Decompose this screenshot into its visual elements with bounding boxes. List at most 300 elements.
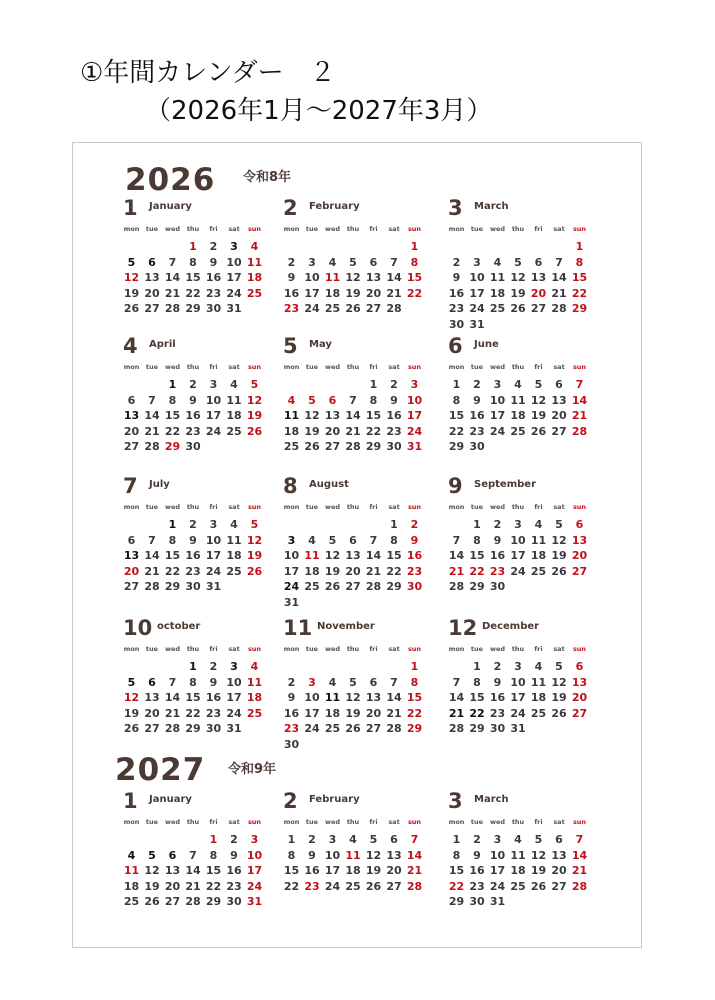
day-cell: 19 (551, 691, 567, 705)
day-cell: 7 (349, 393, 357, 407)
weekday-fri: fri (209, 363, 218, 371)
day-cell: 30 (226, 895, 242, 909)
month-name: December (482, 621, 540, 632)
day-cell: 28 (144, 580, 160, 594)
day-cell: 18 (530, 549, 547, 563)
day-cell: 12 (123, 691, 140, 705)
day-cell: 1 (168, 518, 177, 531)
day-cell: 16 (469, 409, 485, 423)
day-cell: 24 (226, 706, 242, 720)
weekday-sun: sun (407, 363, 422, 371)
day-cell: 1 (369, 378, 378, 391)
day-cell: 24 (283, 580, 300, 594)
weekday-fri: fri (534, 503, 543, 511)
day-cell: 9 (287, 271, 296, 285)
day-cell: 24 (304, 722, 320, 736)
day-cell: 17 (205, 409, 222, 423)
day-cell: 23 (489, 564, 506, 578)
day-cell: 23 (304, 879, 320, 893)
weekday-sun: sun (247, 818, 262, 826)
day-cell: 11 (123, 864, 140, 878)
day-cell: 4 (127, 848, 136, 862)
day-cell: 23 (205, 706, 222, 720)
day-cell: 14 (386, 691, 402, 705)
day-cell: 25 (226, 564, 242, 578)
day-cell: 31 (469, 318, 485, 331)
day-cell: 29 (164, 580, 181, 594)
day-cell: 25 (304, 580, 320, 594)
weekday-sat: sat (553, 503, 565, 511)
day-cell: 26 (345, 722, 361, 736)
month-name: March (474, 794, 509, 805)
weekday-sat: sat (388, 225, 400, 233)
day-cell: 26 (123, 302, 140, 316)
day-cell: 11 (246, 255, 263, 269)
weekday-thu: thu (346, 363, 360, 371)
day-cell: 9 (473, 848, 481, 862)
day-cell: 19 (530, 864, 547, 878)
day-cell: 4 (308, 533, 316, 547)
day-cell: 16 (386, 409, 402, 423)
day-cell: 7 (575, 833, 584, 846)
day-cell: 26 (530, 879, 547, 893)
day-cell: 7 (410, 833, 419, 846)
day-cell: 19 (365, 864, 382, 878)
day-cell: 19 (551, 549, 567, 563)
day-cell: 15 (283, 864, 300, 878)
day-cell: 18 (123, 879, 140, 893)
weekday-tue: tue (470, 645, 484, 653)
day-cell: 20 (345, 564, 361, 578)
day-cell: 6 (555, 833, 563, 846)
month-number: 4 (123, 334, 138, 358)
day-cell: 1 (390, 518, 398, 531)
day-cell: 15 (365, 409, 382, 423)
weekday-sun: sun (407, 503, 422, 511)
day-cell: 10 (406, 393, 423, 407)
day-cell: 17 (489, 864, 506, 878)
day-cell: 3 (308, 675, 316, 689)
month-name: February (309, 794, 360, 805)
day-cell: 18 (530, 691, 547, 705)
day-cell: 20 (571, 549, 588, 563)
weekday-mon: mon (123, 363, 140, 371)
day-cell: 25 (510, 879, 526, 893)
day-cell: 28 (185, 895, 201, 909)
day-cell: 12 (324, 549, 341, 563)
day-cell: 20 (324, 424, 341, 438)
day-cell: 10 (304, 691, 320, 705)
day-cell: 4 (349, 833, 357, 846)
month-name: February (309, 201, 360, 212)
day-cell: 5 (514, 255, 522, 269)
day-cell: 23 (205, 286, 222, 300)
day-cell: 21 (551, 286, 567, 300)
day-cell: 19 (144, 879, 160, 893)
day-cell: 7 (168, 255, 177, 269)
day-cell: 27 (571, 564, 588, 578)
day-cell: 8 (452, 848, 461, 862)
weekday-mon: mon (448, 225, 465, 233)
day-cell: 28 (164, 302, 181, 316)
day-cell: 21 (345, 424, 361, 438)
calendar-sheet (72, 142, 642, 948)
weekday-fri: fri (534, 645, 543, 653)
day-cell: 18 (283, 424, 300, 438)
day-cell: 26 (324, 580, 341, 594)
day-cell: 4 (328, 255, 337, 269)
day-cell: 24 (489, 879, 506, 893)
day-cell: 13 (551, 393, 567, 407)
weekday-thu: thu (511, 503, 525, 511)
day-cell: 17 (246, 864, 263, 878)
weekday-sun: sun (407, 645, 422, 653)
day-cell: 1 (410, 660, 419, 673)
day-cell: 11 (226, 393, 242, 407)
day-cell: 21 (448, 564, 465, 578)
day-cell: 7 (168, 675, 177, 689)
day-cell: 9 (209, 675, 218, 689)
month-number: 6 (448, 334, 463, 358)
day-cell: 17 (510, 691, 526, 705)
day-cell: 28 (448, 580, 465, 594)
month-number: 3 (448, 789, 463, 813)
day-cell: 12 (345, 691, 361, 705)
day-cell: 9 (209, 255, 218, 269)
day-cell: 28 (571, 879, 588, 893)
weekday-thu: thu (186, 645, 200, 653)
day-cell: 8 (287, 848, 296, 862)
weekday-tue: tue (145, 818, 159, 826)
day-cell: 2 (473, 833, 481, 846)
day-cell: 18 (226, 549, 242, 563)
day-cell: 4 (514, 378, 522, 391)
day-cell: 11 (226, 533, 242, 547)
day-cell: 29 (386, 580, 402, 594)
day-cell: 22 (406, 286, 423, 300)
day-cell: 13 (386, 848, 402, 862)
day-cell: 18 (489, 286, 506, 300)
weekday-fri: fri (534, 818, 543, 826)
weekday-sun: sun (407, 225, 422, 233)
day-cell: 29 (365, 440, 382, 454)
day-cell: 10 (246, 848, 263, 862)
day-cell: 2 (287, 255, 296, 269)
day-cell: 11 (324, 691, 341, 705)
day-cell: 20 (551, 409, 567, 423)
day-cell: 24 (246, 879, 263, 893)
day-cell: 3 (209, 518, 218, 531)
day-cell: 22 (469, 564, 485, 578)
day-cell: 20 (123, 564, 140, 578)
day-cell: 26 (304, 440, 320, 454)
day-cell: 7 (390, 255, 398, 269)
weekday-sun: sun (247, 225, 262, 233)
day-cell: 28 (386, 302, 402, 316)
day-cell: 31 (510, 722, 526, 736)
weekday-sun: sun (247, 503, 262, 511)
day-cell: 12 (530, 393, 547, 407)
month-number: 5 (283, 334, 298, 358)
weekday-thu: thu (511, 645, 525, 653)
day-cell: 16 (205, 271, 222, 285)
day-cell: 28 (448, 722, 465, 736)
day-cell: 12 (246, 393, 263, 407)
day-cell: 29 (469, 722, 485, 736)
weekday-mon: mon (283, 818, 300, 826)
day-cell: 6 (575, 518, 584, 531)
weekday-tue: tue (305, 818, 319, 826)
day-cell: 10 (205, 393, 222, 407)
day-cell: 23 (283, 722, 300, 736)
day-cell: 7 (575, 378, 584, 391)
day-cell: 8 (369, 393, 378, 407)
weekday-sun: sun (572, 503, 587, 511)
day-cell: 23 (283, 302, 300, 316)
weekday-thu: thu (186, 363, 200, 371)
day-cell: 18 (324, 286, 341, 300)
day-cell: 23 (226, 879, 242, 893)
weekday-wed: wed (489, 503, 506, 511)
month-name: May (309, 339, 332, 350)
weekday-thu: thu (511, 818, 525, 826)
day-cell: 30 (205, 302, 222, 316)
day-cell: 31 (489, 895, 506, 909)
day-cell: 10 (469, 271, 485, 285)
day-cell: 23 (185, 564, 201, 578)
day-cell: 15 (185, 271, 201, 285)
day-cell: 19 (123, 286, 140, 300)
day-cell: 1 (575, 240, 584, 253)
day-cell: 27 (571, 706, 588, 720)
day-cell: 12 (246, 533, 263, 547)
day-cell: 29 (469, 580, 485, 594)
day-cell: 18 (510, 864, 526, 878)
day-cell: 5 (250, 518, 259, 531)
weekday-sat: sat (553, 818, 565, 826)
day-cell: 27 (530, 302, 547, 316)
day-cell: 27 (365, 722, 382, 736)
weekday-thu: thu (186, 225, 200, 233)
month-name: July (149, 479, 170, 490)
weekday-sat: sat (388, 503, 400, 511)
day-cell: 11 (489, 271, 506, 285)
day-cell: 20 (164, 879, 181, 893)
day-cell: 12 (551, 533, 567, 547)
day-cell: 12 (345, 271, 361, 285)
day-cell: 30 (469, 440, 485, 454)
weekday-fri: fri (369, 363, 378, 371)
day-cell: 6 (390, 833, 398, 846)
month-number: 12 (448, 616, 478, 640)
weekday-fri: fri (369, 503, 378, 511)
day-cell: 8 (452, 393, 461, 407)
weekday-fri: fri (209, 818, 218, 826)
day-cell: 15 (469, 691, 485, 705)
day-cell: 2 (473, 378, 481, 391)
day-cell: 3 (230, 240, 238, 253)
day-cell: 21 (386, 706, 402, 720)
day-cell: 21 (386, 286, 402, 300)
day-cell: 29 (406, 722, 423, 736)
weekday-mon: mon (283, 363, 300, 371)
day-cell: 29 (185, 302, 201, 316)
weekday-thu: thu (186, 503, 200, 511)
day-cell: 17 (469, 286, 485, 300)
day-cell: 25 (324, 722, 341, 736)
day-cell: 9 (410, 533, 419, 547)
day-cell: 5 (127, 255, 136, 269)
day-cell: 28 (386, 722, 402, 736)
day-cell: 27 (324, 440, 341, 454)
day-cell: 14 (345, 409, 361, 423)
day-cell: 9 (189, 393, 197, 407)
day-cell: 3 (410, 378, 419, 391)
day-cell: 10 (283, 549, 300, 563)
weekday-tue: tue (145, 503, 159, 511)
day-cell: 15 (185, 691, 201, 705)
day-cell: 8 (168, 533, 177, 547)
day-cell: 17 (324, 864, 341, 878)
day-cell: 3 (473, 255, 481, 269)
weekday-tue: tue (145, 645, 159, 653)
weekday-wed: wed (164, 645, 181, 653)
day-cell: 9 (287, 691, 296, 705)
day-cell: 2 (189, 378, 197, 391)
day-cell: 25 (226, 424, 242, 438)
weekday-tue: tue (470, 225, 484, 233)
day-cell: 15 (469, 549, 485, 563)
day-cell: 29 (205, 895, 222, 909)
day-cell: 27 (164, 895, 181, 909)
day-cell: 31 (226, 722, 242, 736)
day-cell: 15 (448, 409, 465, 423)
day-cell: 25 (345, 879, 361, 893)
day-cell: 28 (164, 722, 181, 736)
weekday-fri: fri (369, 818, 378, 826)
day-cell: 13 (551, 848, 567, 862)
day-cell: 3 (308, 255, 316, 269)
day-cell: 8 (473, 675, 481, 689)
day-cell: 12 (365, 848, 382, 862)
day-cell: 26 (246, 424, 263, 438)
weekday-mon: mon (448, 818, 465, 826)
day-cell: 6 (148, 675, 156, 689)
month-name: April (149, 339, 176, 350)
weekday-tue: tue (305, 363, 319, 371)
day-cell: 1 (189, 240, 197, 253)
day-cell: 13 (365, 271, 382, 285)
day-cell: 10 (226, 255, 242, 269)
day-cell: 4 (230, 378, 238, 391)
day-cell: 22 (283, 879, 300, 893)
day-cell: 22 (205, 879, 222, 893)
day-cell: 1 (452, 378, 461, 391)
day-cell: 21 (365, 564, 382, 578)
day-cell: 8 (410, 675, 419, 689)
month-number: 9 (448, 474, 463, 498)
day-cell: 30 (185, 580, 201, 594)
weekday-thu: thu (346, 818, 360, 826)
day-cell: 15 (448, 864, 465, 878)
day-cell: 27 (386, 879, 402, 893)
day-cell: 27 (345, 580, 361, 594)
day-cell: 14 (386, 271, 402, 285)
day-cell: 5 (534, 378, 543, 391)
weekday-mon: mon (123, 818, 140, 826)
day-cell: 17 (406, 409, 423, 423)
day-cell: 19 (530, 409, 547, 423)
day-cell: 14 (185, 864, 201, 878)
day-cell: 3 (493, 378, 502, 391)
day-cell: 27 (144, 722, 160, 736)
day-cell: 7 (452, 533, 461, 547)
weekday-thu: thu (346, 225, 360, 233)
day-cell: 14 (448, 691, 465, 705)
weekday-sat: sat (228, 645, 240, 653)
day-cell: 2 (189, 518, 197, 531)
page-header (0, 0, 715, 130)
day-cell: 28 (345, 440, 361, 454)
day-cell: 28 (365, 580, 382, 594)
month-number: 2 (283, 789, 298, 813)
day-cell: 18 (226, 409, 242, 423)
page-subtitle: （2026年1月～2027年3月） (145, 96, 493, 126)
day-cell: 12 (144, 864, 160, 878)
day-cell: 22 (164, 424, 181, 438)
day-cell: 14 (571, 393, 588, 407)
day-cell: 5 (250, 378, 259, 391)
day-cell: 8 (575, 255, 584, 269)
day-cell: 14 (551, 271, 567, 285)
day-cell: 10 (489, 393, 506, 407)
weekday-wed: wed (489, 818, 506, 826)
day-cell: 15 (386, 549, 402, 563)
day-cell: 24 (489, 424, 506, 438)
day-cell: 5 (349, 675, 357, 689)
day-cell: 29 (164, 440, 181, 454)
day-cell: 26 (530, 424, 547, 438)
day-cell: 10 (324, 848, 341, 862)
month-number: 2 (283, 196, 298, 220)
day-cell: 30 (185, 440, 201, 454)
day-cell: 25 (530, 706, 547, 720)
day-cell: 5 (148, 848, 156, 862)
day-cell: 20 (144, 286, 160, 300)
day-cell: 2 (493, 518, 502, 531)
day-cell: 21 (571, 409, 588, 423)
weekday-tue: tue (470, 818, 484, 826)
weekday-fri: fri (209, 503, 218, 511)
day-cell: 15 (571, 271, 588, 285)
day-cell: 18 (246, 691, 263, 705)
weekday-tue: tue (145, 225, 159, 233)
day-cell: 23 (406, 564, 423, 578)
day-cell: 26 (551, 564, 567, 578)
day-cell: 8 (189, 675, 197, 689)
day-cell: 28 (144, 440, 160, 454)
day-cell: 22 (185, 706, 201, 720)
day-cell: 6 (127, 393, 136, 407)
day-cell: 22 (571, 286, 588, 300)
day-cell: 5 (555, 518, 563, 531)
weekday-fri: fri (209, 645, 218, 653)
day-cell: 10 (304, 271, 320, 285)
day-cell: 22 (164, 564, 181, 578)
weekday-thu: thu (511, 363, 525, 371)
weekday-mon: mon (448, 363, 465, 371)
weekday-sat: sat (388, 363, 400, 371)
